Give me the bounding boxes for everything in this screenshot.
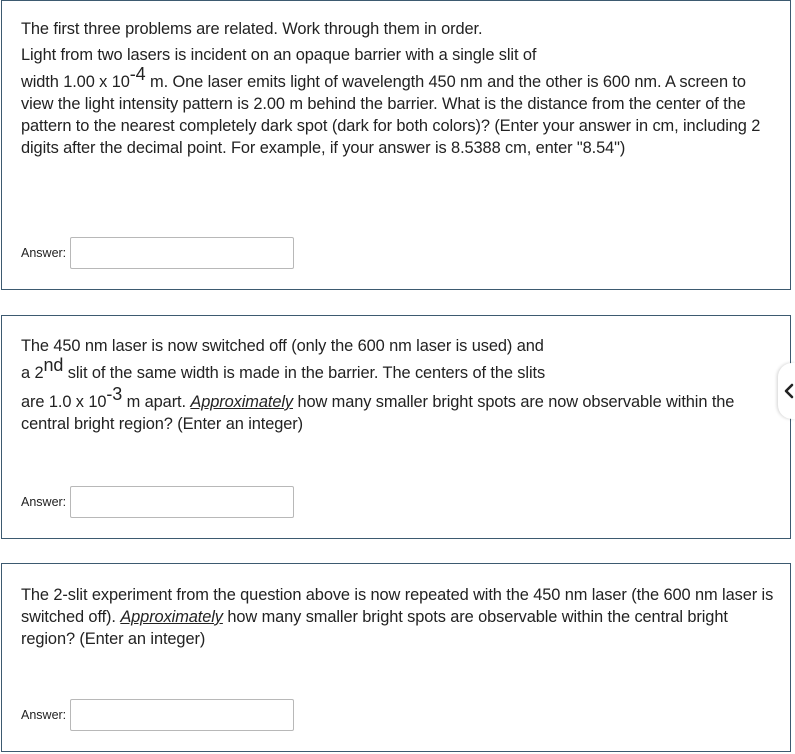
question-2-line3: are 1.0 x $10^{-3}$ m apart. Approximately how many smaller bright spots are now observable within the central bright region? (Enter an integer) [21,383,735,433]
answer-row-1 [21,237,294,269]
question-2-line2: a 2nd slit of the same width is made in the barrier. The centers of the slits [21,354,546,382]
answer-input-2[interactable] [70,486,294,518]
question-card-3 [1,563,791,752]
question-2-text [21,335,781,435]
question-3-text [21,584,781,650]
answer-label: Answer: [21,495,67,509]
question-card-1 [1,0,791,290]
answer-label: Answer: [21,246,67,260]
answer-input-1[interactable] [70,237,294,269]
question-1-intro: The first three problems are related. Work through them in order. [21,20,483,38]
question-3-body: The 2-slit experiment from the question above is now repeated with the 450 nm laser (the 600 nm laser is switched off). Approximately how many smaller bright spots are observable within the central bright region? (Enter an integer) [21,586,774,648]
answer-label: Answer: [21,708,67,722]
chevron-left-icon [783,383,795,399]
answer-row-3 [21,699,294,731]
question-1-line2: Light from two lasers is incident on an opaque barrier with a single slit of [21,46,537,64]
emphasis-approximately: Approximately [190,393,293,411]
question-2-line1: The 450 nm laser is now switched off (only the 600 nm laser is used) and [21,337,544,355]
emphasis-approximately: Approximately [120,608,223,626]
question-card-2 [1,315,791,539]
answer-row-2 [21,486,294,518]
drawer-toggle-button[interactable] [778,363,795,419]
answer-input-3[interactable] [70,699,294,731]
question-1-body: width 1.00 x $10^{-4}$ m. One laser emits light of wavelength 450 nm and the other is 600 nm. A screen to view the light intensity pattern is 2.00 m behind the barrier. What is the distance from the center of the pattern to the nearest completely dark spot (dark for both colors)? (Enter your answer in cm, including 2 digits after the decimal point. For example, if your answer is 8.5388 cm, enter "8.54") [21,63,761,157]
question-1-text [21,18,781,159]
